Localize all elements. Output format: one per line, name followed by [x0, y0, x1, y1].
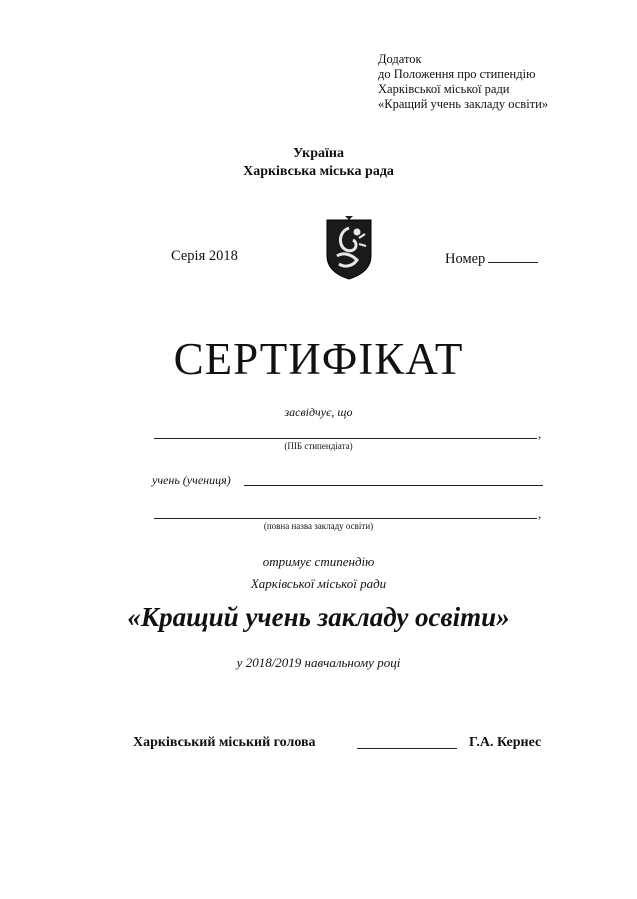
- certifies-text: засвідчує, що: [284, 405, 353, 419]
- appendix-line: Харківської міської ради: [378, 82, 510, 96]
- number-label: Номер: [445, 251, 486, 267]
- kharkiv-coat-of-arms-icon: [323, 216, 375, 282]
- name-line-comma: ,: [538, 426, 542, 441]
- pupil-label: учень (учениця): [152, 473, 231, 487]
- number-field: [445, 248, 538, 268]
- mayor-position: Харківський міський голова: [133, 735, 316, 750]
- recipient-name-line: [154, 438, 537, 439]
- award-name: «Кращий учень закладу освіти»: [127, 602, 510, 632]
- appendix-line: до Положення про стипендію: [378, 67, 536, 81]
- recipient-name-caption: (ПІБ стипендіата): [284, 441, 353, 451]
- receives-text: отримує стипендію: [262, 554, 375, 569]
- country-heading: Україна: [293, 146, 344, 161]
- signature-line: [357, 748, 457, 749]
- mayor-name: Г.А. Кернес: [469, 735, 542, 750]
- school-name-line: [154, 518, 537, 519]
- appendix-line: «Кращий учень закладу освіти»: [378, 97, 549, 111]
- city-council-text: Харківської міської ради: [250, 576, 387, 591]
- school-line-comma: ,: [538, 506, 542, 521]
- series-label: Серія 2018: [171, 248, 238, 264]
- school-name-caption: (повна назва закладу освіти): [263, 521, 374, 531]
- pupil-line: [244, 485, 543, 486]
- academic-year: у 2018/2019 навчальному році: [236, 655, 401, 670]
- appendix-line: Додаток: [378, 52, 422, 66]
- certificate-title: СЕРТИФІКАТ: [173, 334, 464, 384]
- appendix-note: [378, 52, 548, 112]
- number-blank: [488, 248, 538, 263]
- council-heading: Харківська міська рада: [243, 164, 394, 179]
